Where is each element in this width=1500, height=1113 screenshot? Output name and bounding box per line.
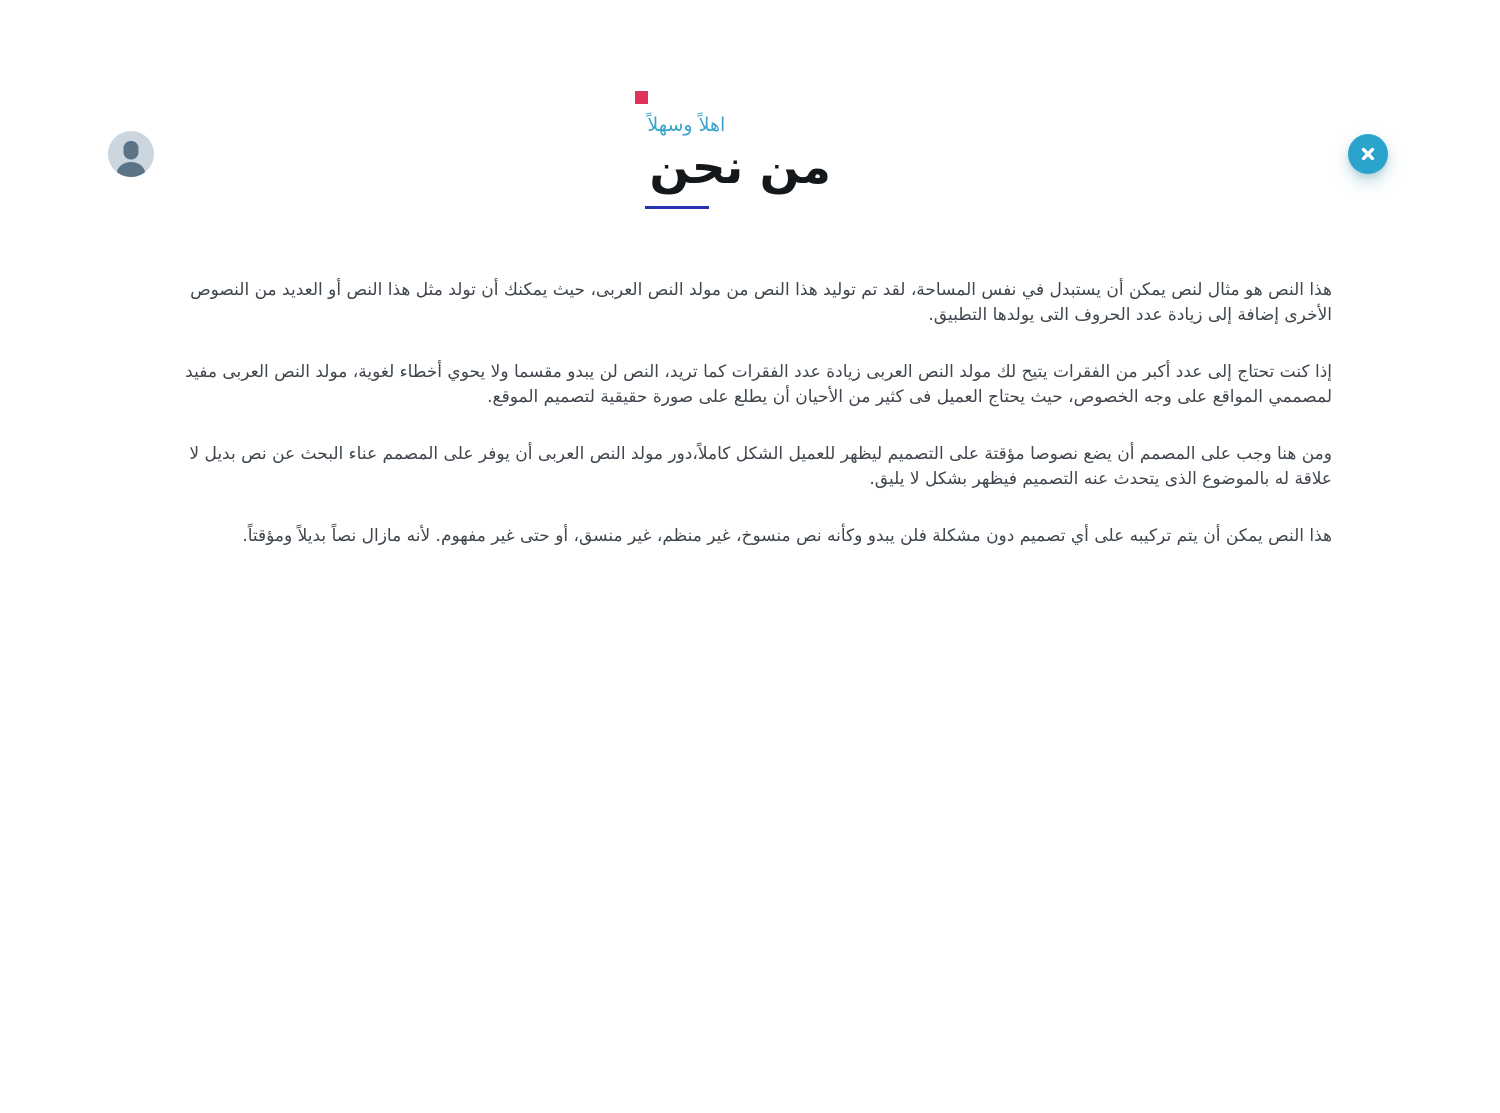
close-button[interactable] (1348, 134, 1388, 174)
about-paragraph-2: إذا كنت تحتاج إلى عدد أكبر من الفقرات يتيح لك مولد النص العربى زيادة عدد الفقرات كما تريد، النص لن يبدو مقسما ولا يحوي أخطاء لغوية، مولد النص العربى مفيد لمصممي المواقع على وجه الخصوص، حيث يحتاج العميل فى كثير من الأحيان أن يطلع على صورة حقيقية لتصميم الموقع. (185, 362, 1332, 407)
welcome-text: اهلاً وسهلاً (647, 114, 726, 136)
about-paragraph-4: هذا النص يمكن أن يتم تركيبه على أي تصميم دون مشكلة فلن يبدو وكأنه نص منسوخ، غير منظم، غير منسق، أو حتى غير مفهوم. لأنه مازال نصاً بديلاً ومؤقتاً. (242, 526, 1332, 546)
close-icon (1359, 145, 1377, 163)
avatar-button[interactable] (108, 131, 154, 177)
page-title: من نحن (649, 140, 831, 195)
page-header (635, 91, 831, 209)
about-content (168, 278, 1332, 581)
user-avatar-icon (108, 131, 154, 177)
title-underline (645, 206, 709, 209)
accent-square (635, 91, 648, 104)
about-paragraph-1: هذا النص هو مثال لنص يمكن أن يستبدل في نفس المساحة، لقد تم توليد هذا النص من مولد النص العربى، حيث يمكنك أن تولد مثل هذا النص أو العديد من النصوص الأخرى إضافة إلى زيادة عدد الحروف التى يولدها التطبيق. (190, 280, 1332, 325)
about-paragraph-3: ومن هنا وجب على المصمم أن يضع نصوصا مؤقتة على التصميم ليظهر للعميل الشكل كاملاً،دور مولد النص العربى أن يوفر على المصمم عناء البحث عن نص بديل لا علاقة له بالموضوع الذى يتحدث عنه التصميم فيظهر بشكل لا يليق. (189, 444, 1332, 489)
